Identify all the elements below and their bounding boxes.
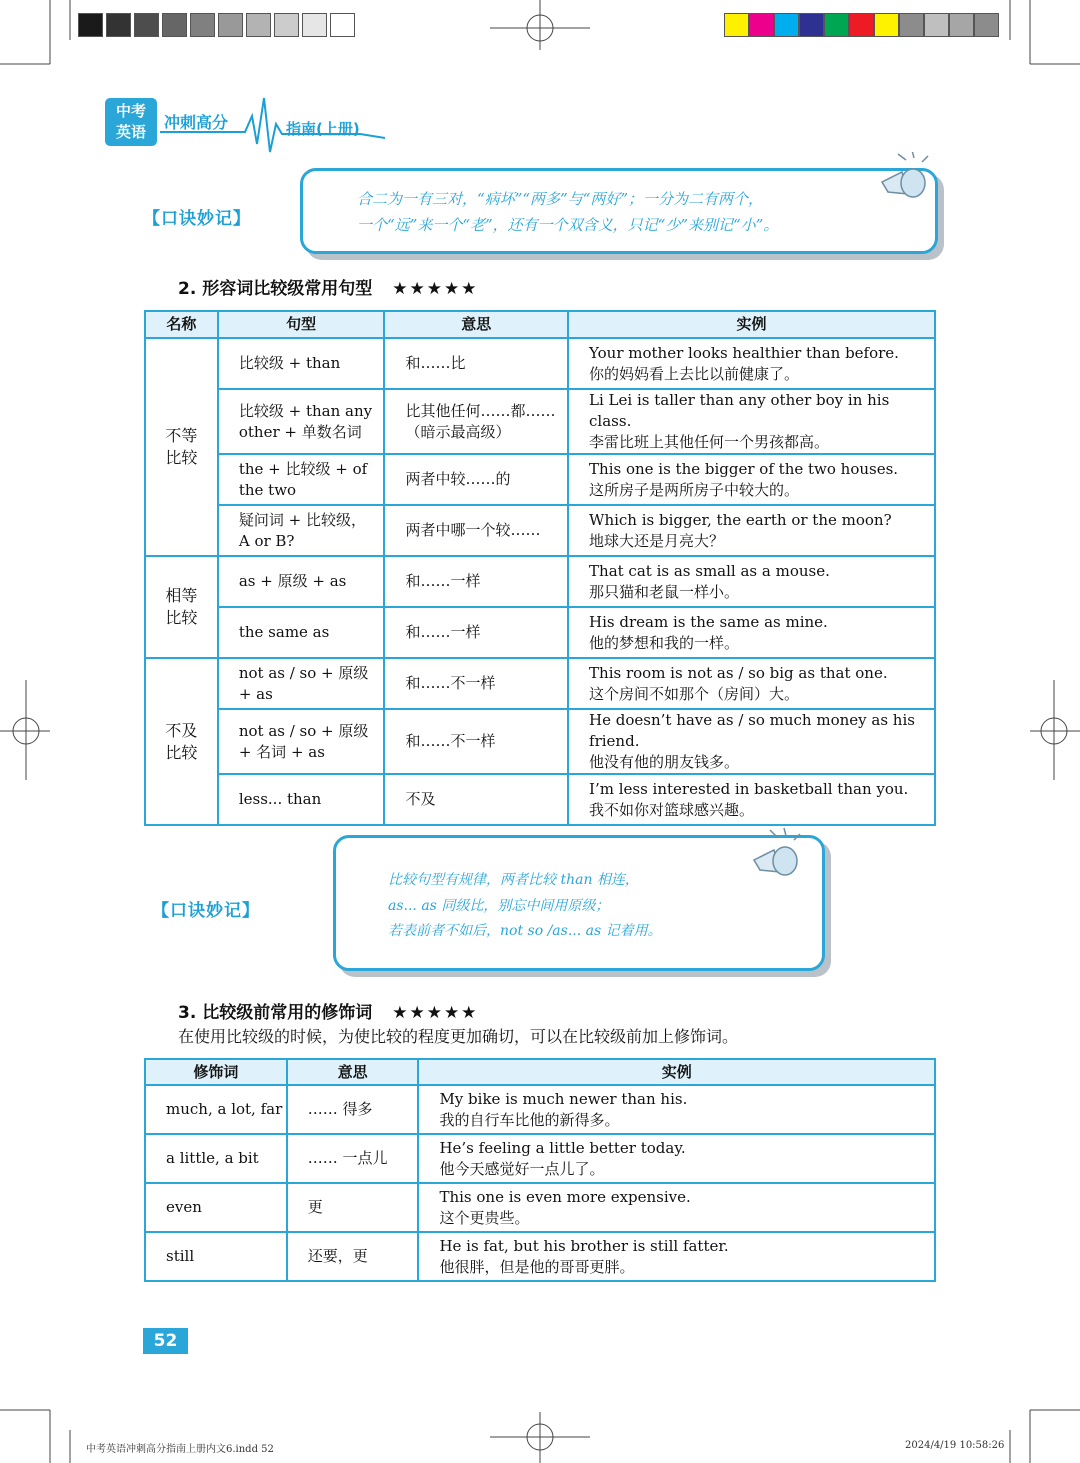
- example-english: His dream is the same as mine.: [589, 612, 828, 631]
- note-line: 合二为一有三对，“病坏”“两多”与“两好”；一分为二有两个，: [357, 190, 764, 208]
- example-cell: [568, 389, 935, 454]
- column-header: 修饰词: [145, 1059, 287, 1085]
- meaning-cell: …… 得多: [287, 1085, 419, 1134]
- table-row: [145, 454, 935, 505]
- color-swatch: [949, 13, 974, 37]
- gray-swatch: [330, 13, 355, 37]
- example-chinese: 李雷比班上其他任何一个男孩都高。: [589, 433, 830, 451]
- badge-line-1: 中考: [115, 102, 146, 120]
- gray-swatch: [274, 13, 299, 37]
- example-english: My bike is much newer than his.: [439, 1089, 688, 1108]
- table-row: [145, 607, 935, 658]
- pattern-cell: 比较级 + than: [218, 338, 385, 389]
- color-swatch: [849, 13, 874, 37]
- example-cell: [418, 1085, 935, 1134]
- meaning-cell: 和……一样: [384, 607, 568, 658]
- example-english: Li Lei is taller than any other boy in his class.: [589, 391, 890, 430]
- table-row: [145, 556, 935, 607]
- example-chinese: 他很胖，但是他的哥哥更胖。: [439, 1257, 635, 1276]
- column-header: 句型: [218, 311, 385, 338]
- section-2-title: 2. 形容词比较级常用句型: [178, 279, 373, 299]
- meaning-cell: 和……不一样: [384, 709, 568, 774]
- category-cell: [145, 556, 218, 658]
- table-row: [145, 1134, 935, 1183]
- example-chinese: 这个更贵些。: [439, 1208, 530, 1227]
- pattern-cell: less... than: [218, 774, 385, 825]
- example-cell: [568, 658, 935, 709]
- example-english: He doesn’t have as / so much money as his friend.: [589, 711, 915, 750]
- example-cell: [568, 709, 935, 774]
- example-english: He is fat, but his brother is still fatter.: [439, 1236, 729, 1255]
- example-cell: [568, 774, 935, 825]
- comparison-pattern-table: [144, 310, 936, 826]
- color-swatch: [899, 13, 924, 37]
- example-chinese: 我不如你对篮球感兴趣。: [589, 800, 755, 819]
- note-line: 一个“远”来一个“老”，还有一个双含义，只记“少”来别记“小”。: [357, 216, 779, 234]
- mnemonic-label: 【口诀妙记】: [152, 901, 260, 921]
- pattern-cell: the same as: [218, 607, 385, 658]
- table-row: [145, 774, 935, 825]
- column-header: 名称: [145, 311, 218, 338]
- note-line: as... as 同级比，别忘中间用原级；: [388, 898, 610, 914]
- gray-swatch: [78, 13, 103, 37]
- example-english: Which is bigger, the earth or the moon?: [589, 510, 892, 529]
- page-number: 52: [143, 1328, 188, 1354]
- footer-file-info: 中考英语冲刺高分指南上册内文6.indd 52: [86, 1444, 274, 1455]
- example-chinese: 这个房间不如那个（房间）大。: [589, 684, 800, 703]
- modifier-cell: much, a lot, far: [145, 1085, 287, 1134]
- section-3-heading: [178, 998, 478, 1023]
- example-chinese: 他今天感觉好一点儿了。: [439, 1159, 605, 1178]
- gray-swatch: [218, 13, 243, 37]
- color-swatch: [724, 13, 749, 37]
- header-title-left: 冲刺高分: [164, 113, 229, 132]
- speaker-icon: [868, 152, 940, 204]
- example-english: That cat is as small as a mouse.: [589, 561, 830, 580]
- example-english: This one is even more expensive.: [439, 1187, 691, 1206]
- modifier-cell: still: [145, 1232, 287, 1281]
- speaker-icon: [740, 826, 812, 884]
- section-2-heading: [178, 274, 478, 299]
- example-chinese: 那只猫和老鼠一样小。: [589, 582, 740, 601]
- modifier-cell: even: [145, 1183, 287, 1232]
- column-header: 意思: [287, 1059, 419, 1085]
- pattern-cell: 疑问词 + 比较级，A or B?: [218, 505, 385, 556]
- example-chinese: 我的自行车比他的新得多。: [439, 1110, 620, 1129]
- example-english: Your mother looks healthier than before.: [589, 343, 899, 362]
- meaning-cell: 更: [287, 1183, 419, 1232]
- gray-swatch: [106, 13, 131, 37]
- pattern-cell: not as / so + 原级 + 名词 + as: [218, 709, 385, 774]
- star-rating: ★★★★★: [392, 279, 479, 299]
- example-cell: [568, 607, 935, 658]
- example-english: He’s feeling a little better today.: [439, 1138, 686, 1157]
- example-english: This one is the bigger of the two houses.: [589, 459, 899, 478]
- badge-line-2: 英语: [115, 123, 146, 141]
- color-swatch: [874, 13, 899, 37]
- color-swatch: [799, 13, 824, 37]
- example-cell: [568, 338, 935, 389]
- header-title-right: 指南(上册): [286, 120, 360, 138]
- example-chinese: 你的妈妈看上去比以前健康了。: [589, 364, 800, 383]
- modifier-table: [144, 1058, 936, 1282]
- example-chinese: 他的梦想和我的一样。: [589, 633, 740, 652]
- gray-swatch: [162, 13, 187, 37]
- example-english: This room is not as / so big as that one.: [589, 663, 888, 682]
- example-cell: [568, 505, 935, 556]
- meaning-cell: …… 一点儿: [287, 1134, 419, 1183]
- meaning-cell: 和……不一样: [384, 658, 568, 709]
- meaning-cell: 不及: [384, 774, 568, 825]
- note-line: 若表前者不如后，not so /as... as 记着用。: [388, 923, 662, 939]
- example-chinese: 地球大还是月亮大？: [589, 531, 725, 550]
- meaning-cell: 两者中哪一个较……: [384, 505, 568, 556]
- meaning-cell: 和……一样: [384, 556, 568, 607]
- table-row: [145, 1183, 935, 1232]
- category-cell: [145, 338, 218, 556]
- example-chinese: 他没有他的朋友钱多。: [589, 753, 740, 771]
- table-row: [145, 658, 935, 709]
- example-chinese: 这所房子是两所房子中较大的。: [589, 480, 800, 499]
- example-cell: [568, 454, 935, 505]
- color-swatch: [774, 13, 799, 37]
- table-row: [145, 505, 935, 556]
- mnemonic-note-1: [300, 168, 938, 254]
- meaning-cell: 两者中较……的: [384, 454, 568, 505]
- star-rating: ★★★★★: [392, 1003, 479, 1023]
- gray-swatch: [302, 13, 327, 37]
- category-name: 不及比较: [165, 720, 198, 762]
- modifier-cell: a little, a bit: [145, 1134, 287, 1183]
- pattern-cell: not as / so + 原级 + as: [218, 658, 385, 709]
- table-row: [145, 1085, 935, 1134]
- pattern-cell: 比较级 + than any other + 单数名词: [218, 389, 385, 454]
- category-name: 不等比较: [165, 426, 198, 467]
- table-row: [145, 389, 935, 454]
- color-swatch: [974, 13, 999, 37]
- column-header: 实例: [568, 311, 935, 338]
- mnemonic-label: 【口诀妙记】: [143, 209, 251, 229]
- color-swatch: [824, 13, 849, 37]
- example-cell: [418, 1183, 935, 1232]
- category-cell: [145, 658, 218, 825]
- section-3-intro: 在使用比较级的时候，为使比较的程度更加确切，可以在比较级前加上修饰词。: [178, 1027, 739, 1046]
- column-header: 实例: [418, 1059, 935, 1085]
- book-badge: [105, 98, 157, 146]
- note-line: 比较句型有规律，两者比较 than 相连，: [388, 872, 639, 888]
- color-swatch: [749, 13, 774, 37]
- column-header: 意思: [384, 311, 568, 338]
- gray-swatch: [134, 13, 159, 37]
- table-row: [145, 338, 935, 389]
- color-swatch: [924, 13, 949, 37]
- gray-swatch: [246, 13, 271, 37]
- section-3-title: 3. 比较级前常用的修饰词: [178, 1003, 373, 1023]
- category-name: 相等比较: [165, 586, 198, 627]
- example-english: I’m less interested in basketball than you.: [589, 779, 909, 798]
- example-cell: [568, 556, 935, 607]
- meaning-cell: 和……比: [384, 338, 568, 389]
- example-cell: [418, 1134, 935, 1183]
- pattern-cell: as + 原级 + as: [218, 556, 385, 607]
- footer-timestamp: 2024/4/19 10:58:26: [905, 1440, 1005, 1451]
- meaning-cell: 还要，更: [287, 1232, 419, 1281]
- meaning-cell: 比其他任何……都……（暗示最高级）: [384, 389, 568, 454]
- table-row: [145, 709, 935, 774]
- example-cell: [418, 1232, 935, 1281]
- gray-swatch: [190, 13, 215, 37]
- table-row: [145, 1232, 935, 1281]
- pattern-cell: the + 比较级 + of the two: [218, 454, 385, 505]
